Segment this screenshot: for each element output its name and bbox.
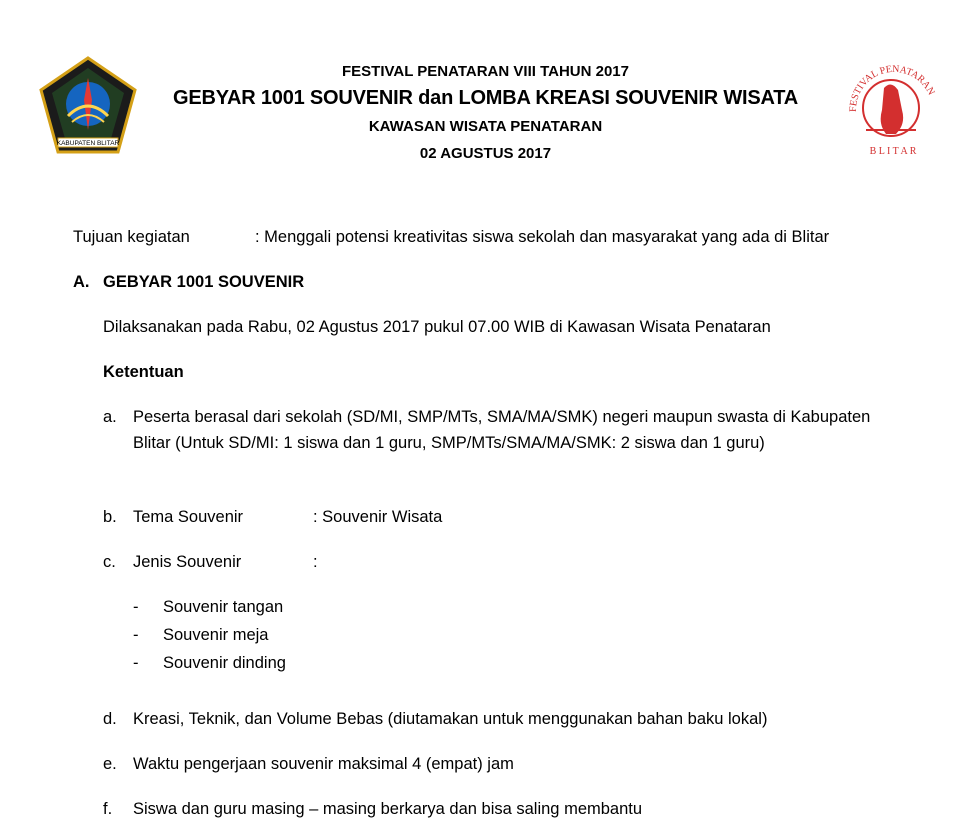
item-d-marker: d.: [103, 710, 117, 728]
item-c-marker: c.: [103, 553, 116, 571]
header-date: 02 AGUSTUS 2017: [419, 145, 552, 162]
header-title: GEBYAR 1001 SOUVENIR dan LOMBA KREASI SOUVENIR WISATA: [172, 87, 799, 109]
item-b-label: Tema Souvenir: [133, 508, 244, 526]
item-b-value: : Souvenir Wisata: [313, 508, 443, 526]
purpose-label: Tujuan kegiatan: [73, 228, 190, 246]
section-a-intro: Dilaksanakan pada Rabu, 02 Agustus 2017 pukul 07.00 WIB di Kawasan Wisata Penataran: [103, 318, 771, 336]
type-item: Souvenir tangan: [163, 598, 284, 616]
item-e-marker: e.: [103, 755, 117, 773]
item-b-marker: b.: [103, 508, 117, 526]
type-item: Souvenir dinding: [163, 654, 286, 672]
type-dash: -: [133, 626, 139, 644]
item-f-marker: f.: [103, 800, 113, 818]
purpose-value: : Menggali potensi kreativitas siswa sekolah dan masyarakat yang ada di Blitar: [255, 228, 830, 246]
type-dash: -: [133, 654, 139, 672]
logo-arc-text: FESTIVAL PENATARAN: [847, 63, 937, 113]
item-c-label: Jenis Souvenir: [133, 553, 242, 571]
section-a-marker: A.: [73, 273, 90, 291]
item-e-text: Waktu pengerjaan souvenir maksimal 4 (empat) jam: [133, 755, 514, 773]
item-a-text: Peserta berasal dari sekolah (SD/MI, SMP/MTs, SMA/MA/SMK) negeri maupun swasta di Kabupaten Blitar (Untuk SD/MI: 1 siswa dan 1 guru, SMP/MTs/SMA/MA/SMK: 2 siswa dan 1 guru): [133, 408, 871, 452]
header-line-3: KAWASAN WISATA PENATARAN: [368, 118, 603, 135]
item-c-value: :: [313, 553, 318, 571]
section-a-title: GEBYAR 1001 SOUVENIR: [103, 273, 305, 291]
logo-label: KABUPATEN BLITAR: [56, 140, 120, 147]
item-d-text: Kreasi, Teknik, dan Volume Bebas (diutamakan untuk menggunakan bahan baku lokal): [133, 710, 768, 728]
item-a-marker: a.: [103, 408, 117, 426]
header-line-1: FESTIVAL PENATARAN VIII TAHUN 2017: [342, 63, 629, 80]
type-item: Souvenir meja: [163, 626, 269, 644]
type-dash: -: [133, 598, 139, 616]
logo-bottom-text: B L I T A R: [869, 146, 917, 157]
item-f-text: Siswa dan guru masing – masing berkarya dan bisa saling membantu: [133, 800, 643, 818]
rules-heading: Ketentuan: [103, 363, 184, 381]
